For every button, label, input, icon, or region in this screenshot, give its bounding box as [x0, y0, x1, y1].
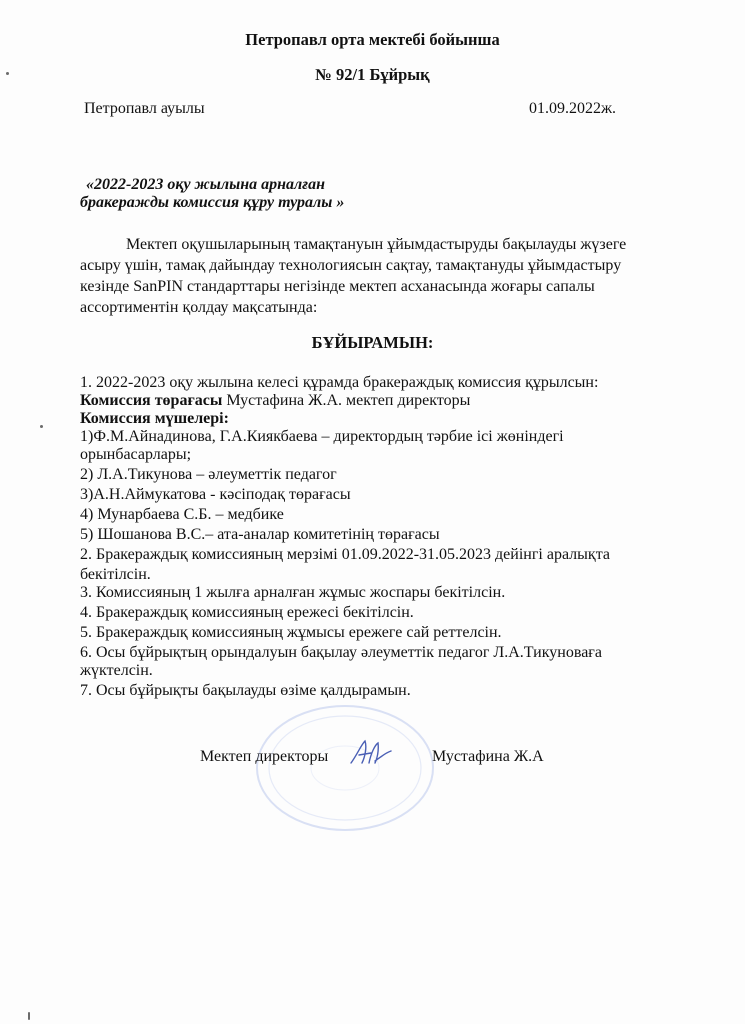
- order-item-6-line-1: 6. Осы бұйрықтың орындалуын бақылау әлеуметтік педагог Л.А.Тикуноваға: [80, 644, 602, 661]
- commission-chair: [80, 392, 470, 410]
- school-title: Петропавл орта мектебі бойынша: [245, 30, 500, 49]
- signatory-role: Мектеп директоры: [200, 748, 329, 765]
- order-item-3: 3. Комиссияның 1 жылға арналған жұмыс жоспары бекітілсін.: [80, 584, 506, 601]
- member-1-line-1: 1)Ф.М.Айнадинова, Г.А.Киякбаева – директордың тәрбие ісі жөніндегі: [80, 428, 564, 445]
- preamble-line-4: ассортиментін қолдау мақсатында:: [80, 299, 318, 316]
- preamble-line-2: асыру үшін, тамақ дайындау технологиясын сақтау, тамақтануды ұйымдастыру: [80, 257, 622, 274]
- director-signature: [345, 735, 395, 771]
- member-4: 4) Мунарбаева С.Б. – медбике: [80, 506, 284, 523]
- member-5: 5) Шошанова В.С.– ата-аналар комитетінің төрағасы: [80, 526, 440, 543]
- order-subject-line-1: «2022-2023 оқу жылына арналған: [86, 176, 325, 193]
- preamble-line-3: кезінде SanPIN стандарттары негізінде мектеп асханасында жоғары сапалы: [80, 278, 595, 295]
- order-item-2-line-2: бекітілсін.: [80, 566, 151, 583]
- decree-heading: БҰЙЫРАМЫН:: [311, 333, 434, 352]
- order-number: № 92/1 Бұйрық: [315, 65, 430, 84]
- order-item-7: 7. Осы бұйрықты бақылауды өзіме қалдырамын.: [80, 682, 411, 699]
- scan-speck: [28, 1012, 30, 1020]
- order-item-2-line-1: 2. Бракераждық комиссияның мерзімі 01.09.2022-31.05.2023 дейінгі аралықта: [80, 546, 610, 563]
- commission-members-label: Комиссия мүшелері:: [80, 410, 229, 427]
- order-place: Петропавл ауылы: [84, 100, 205, 117]
- order-subject-line-2: бракеражды комиссия құру туралы »: [80, 194, 345, 211]
- order-item-4: 4. Бракераждық комиссияның ережесі бекітілсін.: [80, 604, 414, 621]
- scan-speck: [40, 425, 43, 428]
- scan-speck: [6, 72, 9, 75]
- commission-chair-text: Мустафина Ж.А. мектеп директоры: [222, 392, 471, 409]
- member-2: 2) Л.А.Тикунова – әлеуметтік педагог: [80, 466, 337, 483]
- order-date: 01.09.2022ж.: [529, 100, 617, 117]
- order-item-5: 5. Бракераждық комиссияның жұмысы ережеге сай реттелсін.: [80, 624, 502, 641]
- preamble-line-1: Мектеп оқушыларының тамақтануын ұйымдастыруды бақылауды жүзеге: [126, 236, 627, 253]
- signatory-name: Мустафина Ж.А: [432, 748, 544, 765]
- member-1-line-2: орынбасарлары;: [80, 446, 192, 463]
- order-item-1: 1. 2022-2023 оқу жылына келесі құрамда бракераждық комиссия құрылсын:: [80, 374, 599, 391]
- order-item-6-line-2: жүктелсін.: [80, 662, 153, 679]
- member-3: 3)А.Н.Аймукатова - кәсіподақ төрағасы: [80, 486, 351, 503]
- commission-chair-label: Комиссия төрағасы: [80, 392, 223, 409]
